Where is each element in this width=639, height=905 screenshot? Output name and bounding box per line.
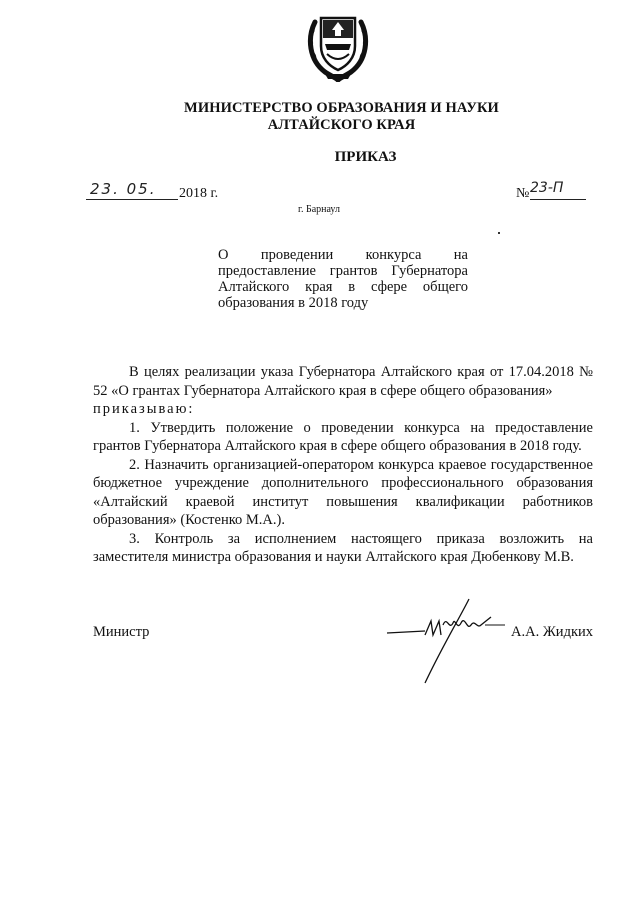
stray-mark [498,232,500,234]
item-1: 1. Утвердить положение о проведении конкурса на предоставление грантов Губернатора Алтайского края в сфере общего образования в 2018 году. [93,419,593,454]
document-type: ПРИКАЗ [334,149,397,165]
signer-name: А.А. Жидких [511,624,594,640]
preamble: В целях реализации указа Губернатора Алтайского края от 17.04.2018 № 52 «О грантах Губернатора Алтайского края в сфере общего образования» [93,364,593,399]
number-sign: № [516,186,530,201]
order-year: 2018 г. [179,186,219,201]
ministry-name-line2: АЛТАЙСКОГО КРАЯ [267,117,416,133]
order-body [93,363,593,567]
item-2: 2. Назначить организацией-оператором конкурса краевое государственное бюджетное учреждение дополнительного профессионального образования «Алтайский краевой институт повышения квалификации работников образования» (Костенко М.А.). [93,456,593,528]
order-subject: О проведении конкурса на предоставление грантов Губернатора Алтайского края в сфере общего образования в 2018 году [218,247,468,311]
signer-position: Министр [93,624,150,640]
ministry-name [0,100,639,134]
date-underline [86,199,178,200]
ministry-name-line1: МИНИСТЕРСТВО ОБРАЗОВАНИЯ И НАУКИ [184,100,499,116]
coat-of-arms-icon [303,8,373,82]
item-3: 3. Контроль за исполнением настоящего приказа возложить на заместителя министра образования и науки Алтайского края Дюбенкову М.В. [93,530,593,565]
order-number-handwritten: 23-П [530,180,564,196]
city: г. Барнаул [298,204,340,215]
handwritten-signature [385,595,510,687]
order-word: приказываю: [93,401,195,417]
number-underline [530,199,586,200]
order-date-handwritten: 23. 05. [90,180,157,198]
